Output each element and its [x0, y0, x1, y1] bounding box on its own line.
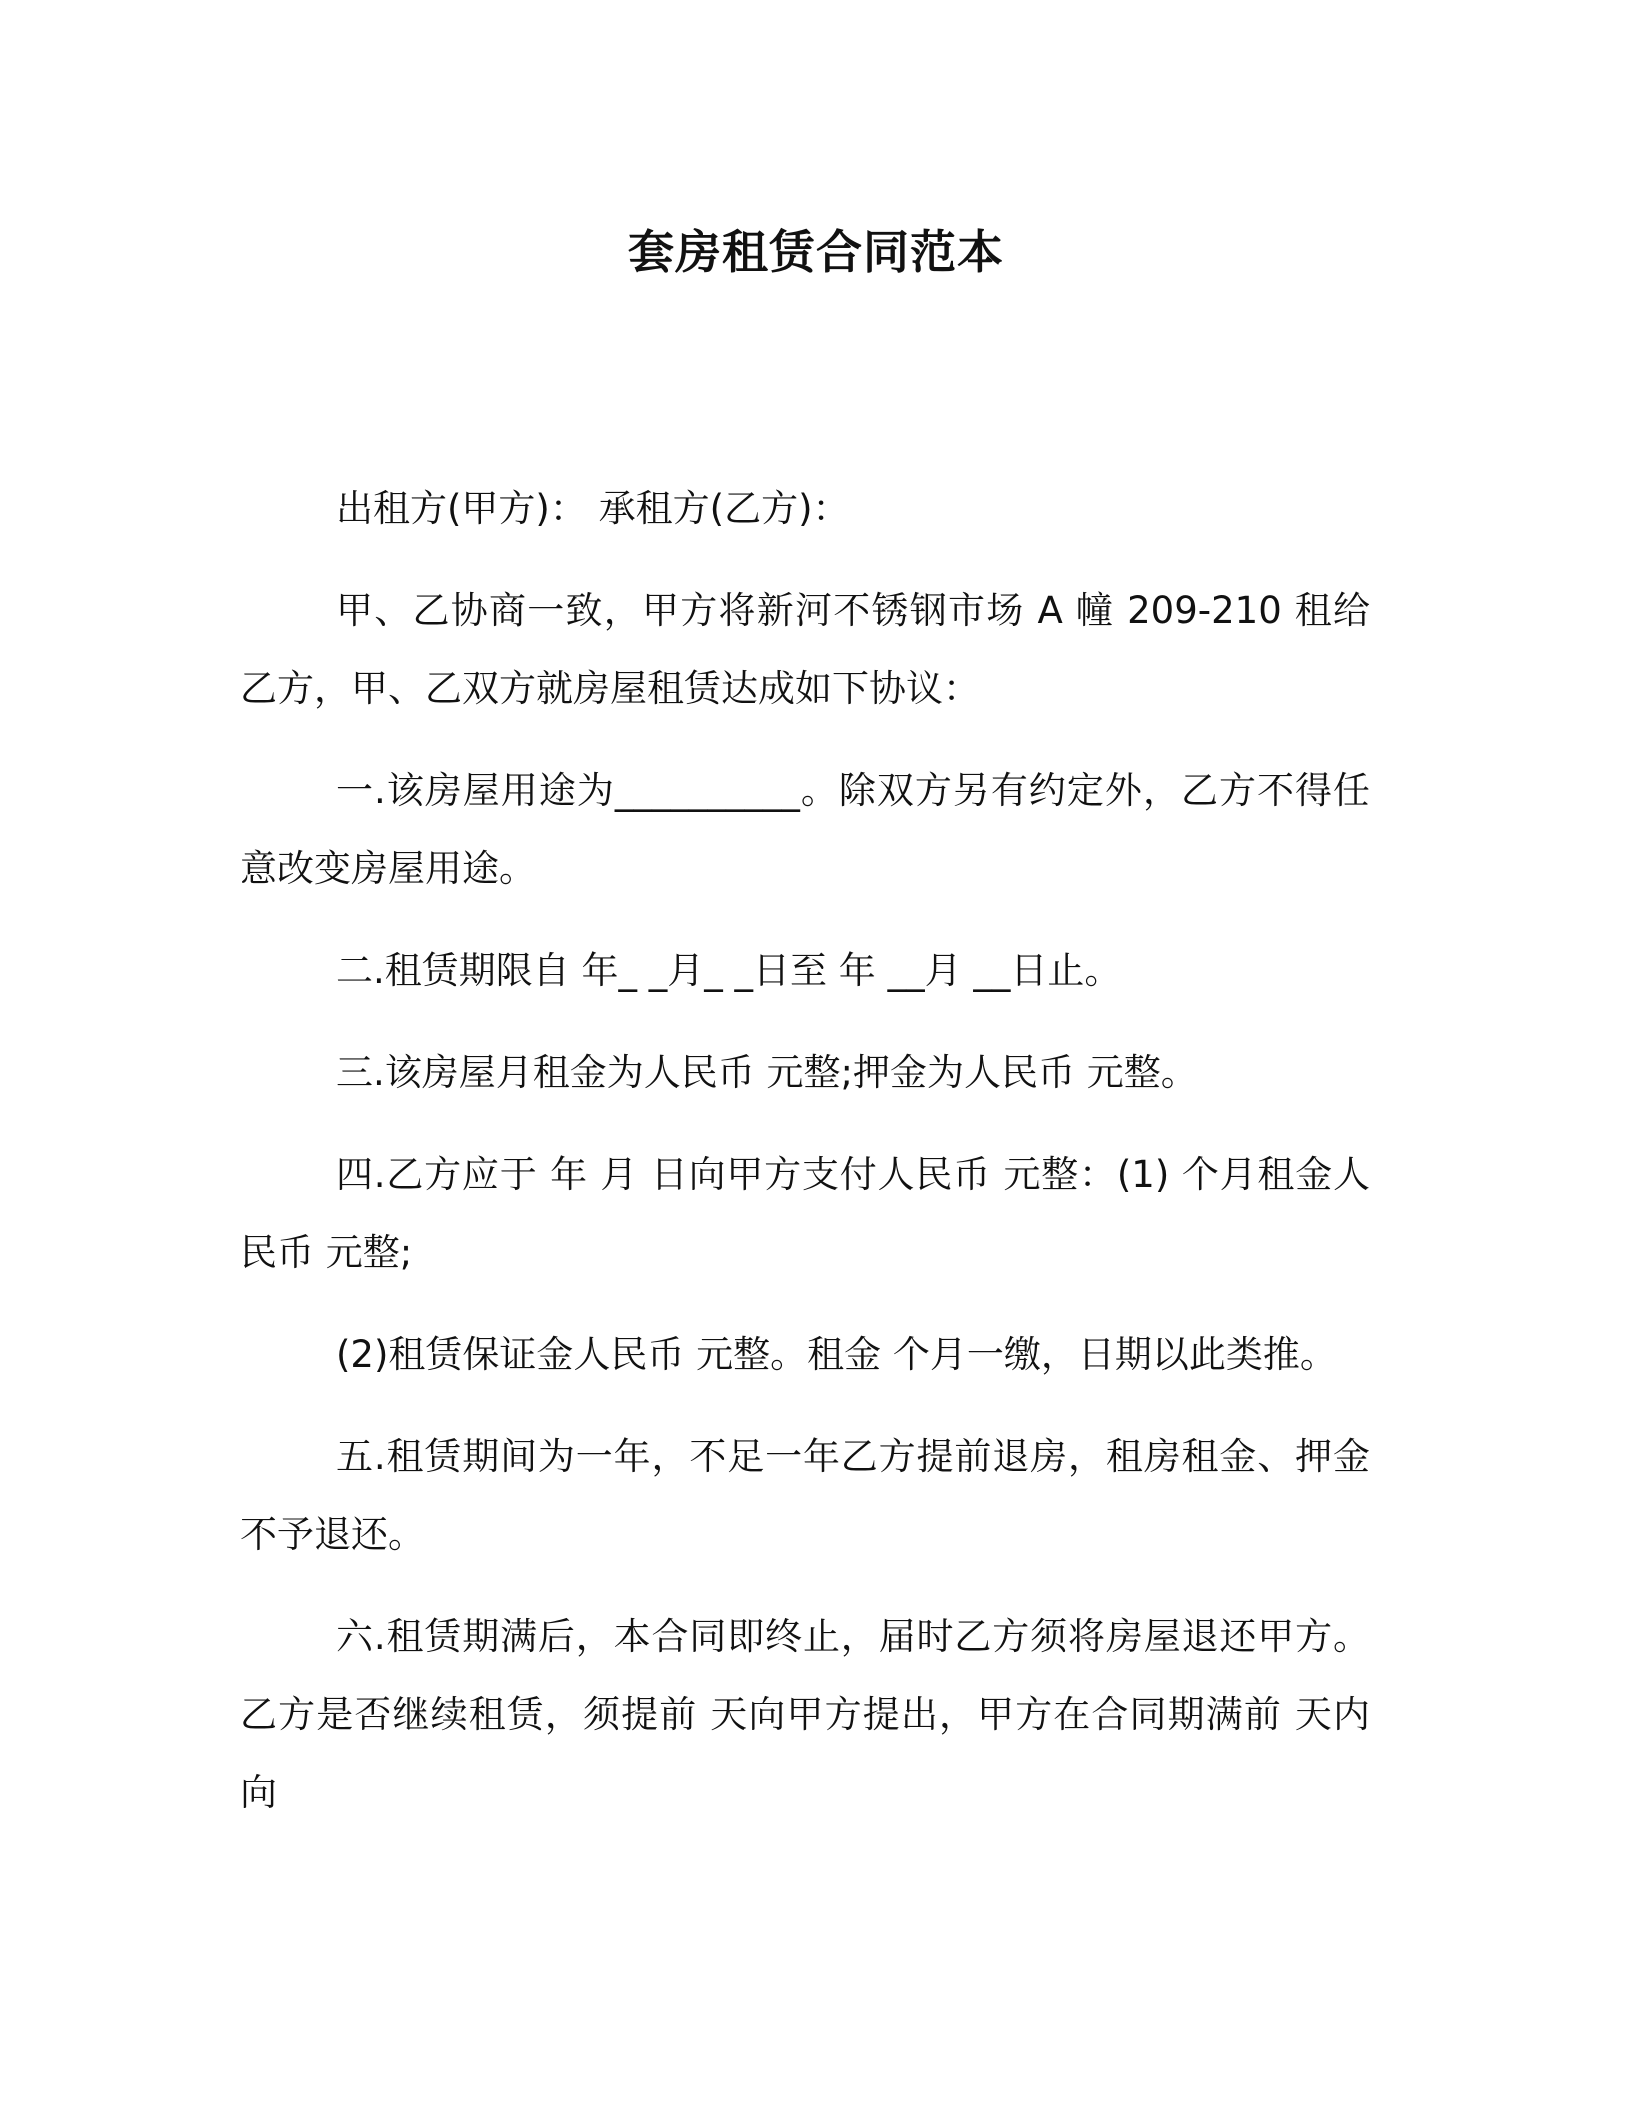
- clause-6-expiry: 六.租赁期满后，本合同即终止，届时乙方须将房屋退还甲方。乙方是否继续租赁，须提前 天向甲方提出，甲方在合同期满前 天内向: [240, 1615, 1370, 1814]
- clause-3-rent: 三.该房屋月租金为人民币 元整;押金为人民币 元整。: [336, 1051, 1198, 1094]
- paragraph-parties: 出租方(甲方)： 承租方(乙方)：: [336, 487, 850, 530]
- document-body: [240, 470, 1370, 1856]
- clause-1-usage: 一.该房屋用途为__________。除双方另有约定外，乙方不得任意改变房屋用途。: [240, 769, 1370, 890]
- clause-4-deposit: (2)租赁保证金人民币 元整。租金 个月一缴，日期以此类推。: [336, 1333, 1337, 1376]
- paragraph-intro: 甲、乙协商一致，甲方将新河不锈钢市场 A 幢 209-210 租给乙方，甲、乙双方就房屋租赁达成如下协议：: [240, 589, 1370, 710]
- document-title: 套房租赁合同范本: [628, 225, 1004, 279]
- clause-4-payment: 四.乙方应于 年 月 日向甲方支付人民币 元整：(1) 个月租金人民币 元整;: [240, 1153, 1370, 1274]
- clause-5-early-termination: 五.租赁期间为一年，不足一年乙方提前退房，租房租金、押金不予退还。: [240, 1435, 1370, 1556]
- clause-2-term: 二.租赁期限自 年_ _月_ _日至 年 __月 __日止。: [336, 949, 1122, 992]
